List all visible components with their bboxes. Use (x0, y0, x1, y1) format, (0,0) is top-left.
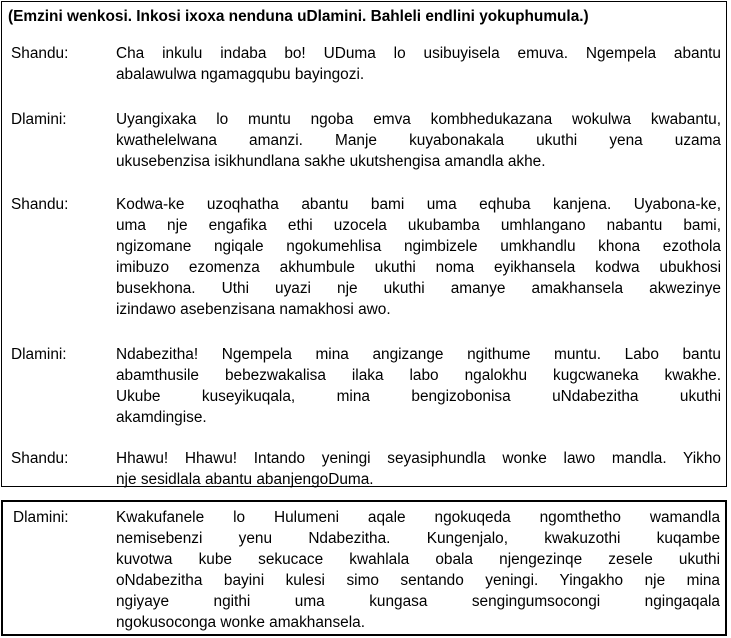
dialogue-box (1, 1, 727, 487)
speaker-name: Dlamini: (13, 509, 69, 526)
speech-line: abamthusile bebezwakalisa ilaka labo ngalokhu kugcwaneka kwakhe. (116, 367, 721, 384)
speaker-name: Dlamini: (11, 346, 67, 363)
speech-text (116, 507, 720, 633)
speech-text (116, 43, 721, 85)
speech-line: ngiyaye ngithi uma kungasa sengingumsocongi ngingaqala (116, 593, 720, 610)
speech-line: nemisebenzi yenu Ndabezitha. Kungenjalo, kwakuzothi kuqambe (116, 530, 720, 547)
speech-line: akamdingise. (116, 409, 207, 426)
speech-line: nje sesidlala abantu abanjengoDuma. (116, 471, 374, 488)
speech-text (116, 344, 721, 428)
speech-line: ngokusoconga wonke amakhansela. (116, 614, 365, 631)
speech-line: Cha inkulu indaba bo! UDuma lo usibuyisela emuva. Ngempela abantu (116, 45, 721, 62)
speech-line: Ukube kuseyikuqala, mina bengizobonisa uNdabezitha ukuthi (116, 388, 721, 405)
speech-line: kuvotwa kube sekucace kwahlala obala njengezinqe zesele ukuthi (116, 551, 720, 568)
speech-line: Kwakufanele lo Hulumeni aqale ngokuqeda ngomthetho wamandla (116, 509, 720, 526)
speech-line: izindawo asebenzisana namakhosi awo. (116, 301, 391, 318)
continuation-box (1, 500, 727, 636)
speech-text (116, 448, 721, 490)
speaker-name: Dlamini: (11, 111, 67, 128)
stage-direction: (Emzini wenkosi. Inkosi ixoxa nenduna uDlamini. Bahleli endlini yokuphumula.) (8, 8, 589, 25)
speech-line: uma nje engafika ethi uzocela ukubamba umhlangano nabantu bami, (116, 217, 721, 234)
speech-line: Kodwa-ke uzoqhatha abantu bami uma eqhuba kanjena. Uyabona-ke, (116, 196, 721, 213)
speech-text (116, 109, 721, 172)
speech-line: busekhona. Uthi uyazi nje ukuthi amanye amakhansela akwezinye (116, 280, 721, 297)
speech-line: abalawulwa ngamagqubu bayingozi. (116, 66, 365, 83)
speech-line: ngizomane ngiqale ngokumehlisa ngimbizele umkhandlu khona ezothola (116, 238, 721, 255)
speech-line: ukusebenzisa isikhundlana sakhe ukutshengisa amandla akhe. (116, 153, 546, 170)
speech-line: Ndabezitha! Ngempela mina angizange ngithume muntu. Labo bantu (116, 346, 721, 363)
speech-line: oNdabezitha bayini kulesi simo sentando yeningi. Yingakho nje mina (116, 572, 720, 589)
speech-line: Hhawu! Hhawu! Intando yeningi seyasiphundla wonke lawo mandla. Yikho (116, 450, 721, 467)
speech-line: imibuzo ezomenza akhumbule ukuthi noma eyikhansela kodwa ubukhosi (116, 259, 721, 276)
speaker-name: Shandu: (11, 196, 69, 213)
speech-line: kwathelelwana amanzi. Manje kuyabonakala ukuthi yena uzama (116, 132, 721, 149)
speaker-name: Shandu: (11, 450, 69, 467)
speech-line: Uyangixaka lo muntu ngoba emva kombhedukazana wokulwa kwabantu, (116, 111, 721, 128)
speaker-name: Shandu: (11, 45, 69, 62)
speech-text (116, 194, 721, 320)
